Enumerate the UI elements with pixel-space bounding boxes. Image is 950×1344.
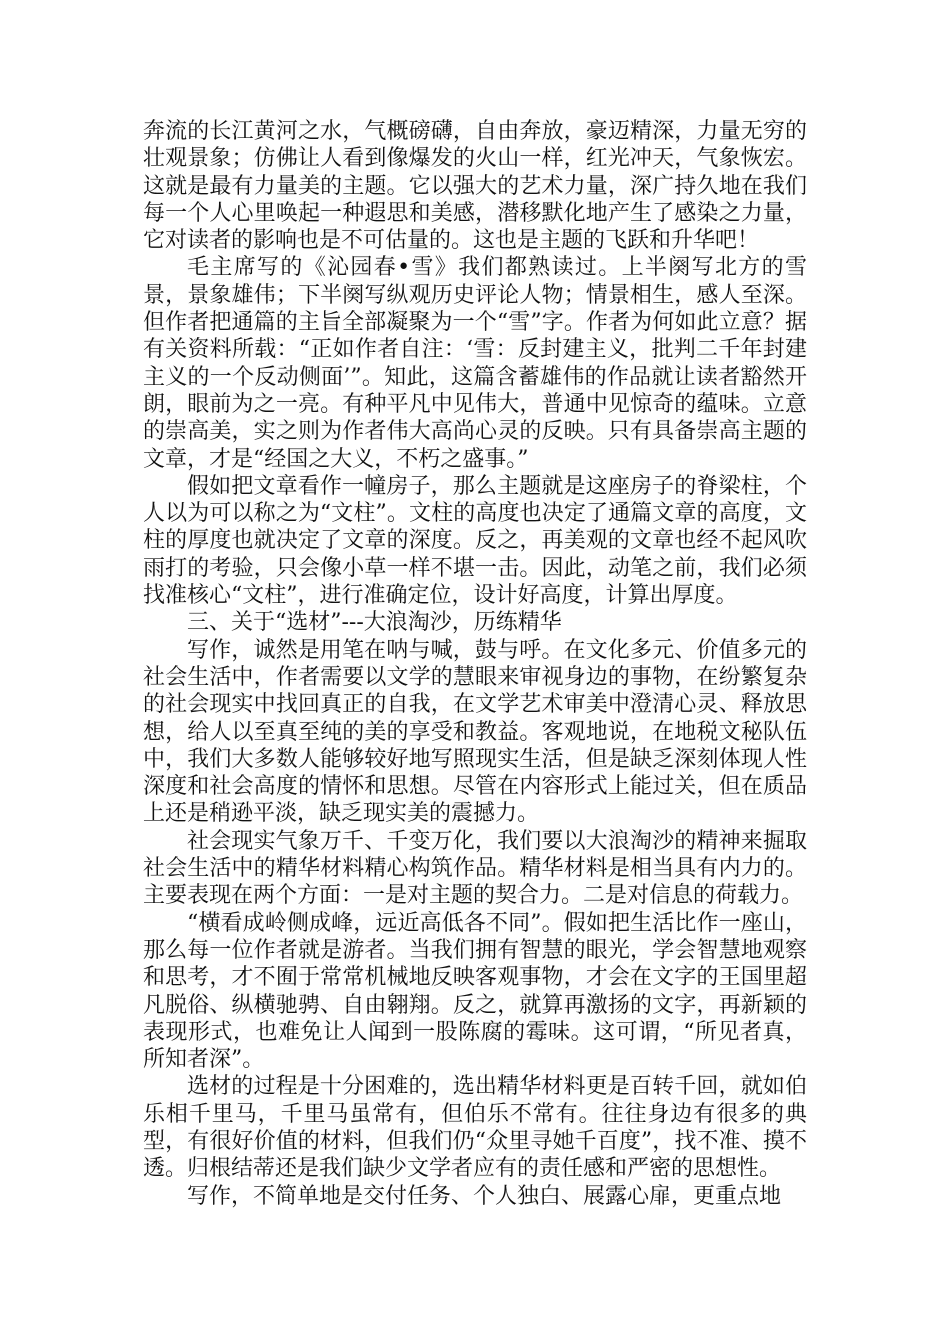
paragraph-wenzhu: 假如把文章看作一幢房子，那么主题就是这座房子的脊梁柱，个人以为可以称之为“文柱”。文柱的高度也决定了通篇文章的高度，文柱的厚度也就决定了文章的深度。反之，再美观的文章也经不起风吹雨打的考验，只会像小草一样不堪一击。因此，动笔之前，我们必须找准核心“文柱”，进行准确定位，设计好高度，计算出厚度。: [143, 473, 807, 609]
paragraph-power-of-theme: 奔流的长江黄河之水，气概磅礴，自由奔放，豪迈精深，力量无穷的壮观景象；仿佛让人看到像爆发的火山一样，红光冲天，气象恢宏。这就是最有力量美的主题。它以强大的艺术力量，深广持久地在我们每一个人心里唤起一种遐思和美感，潜移默化地产生了感染之力量，它对读者的影响也是不可估量的。这也是主题的飞跃和升华吧！: [143, 119, 807, 254]
paragraph-social-reality: 社会现实气象万千、千变万化，我们要以大浪淘沙的精神来掘取社会生活中的精华材料精心构筑作品。精华材料是相当具有内力的。主要表现在两个方面：一是对主题的契合力。二是对信息的荷载力。: [143, 828, 807, 909]
document-page: [143, 118, 807, 1210]
paragraph-writing-call: 写作，诚然是用笔在呐与喊，鼓与呼。在文化多元、价值多元的社会生活中，作者需要以文学的慧眼来审视身边的事物，在纷繁复杂的社会现实中找回真正的自我，在文学艺术审美中澄清心灵、释放思想，给人以至真至纯的美的享受和教益。客观地说，在地税文秘队伍中，我们大多数人能够较好地写照现实生活，但是缺乏深刻体现人性深度和社会高度的情怀和思想。尽管在内容形式上能过关，但在质品上还是稍逊平淡，缺乏现实美的震撼力。: [143, 637, 807, 827]
section-heading-material-selection: 三、关于“选材”---大浪淘沙，历练精华: [187, 610, 562, 636]
paragraph-selection-process: 选材的过程是十分困难的，选出精华材料更是百转千回，就如伯乐相千里马，千里马虽常有，但伯乐不常有。往往身边有很多的典型，有很好价值的材料，但我们仍“众里寻她千百度”，找不准、摸不透。归根结蒂还是我们缺少文学者应有的责任感和严密的思想性。: [143, 1074, 807, 1182]
paragraph-mountain-view: “横看成岭侧成峰，远近高低各不同”。假如把生活比作一座山，那么每一位作者就是游者。当我们拥有智慧的眼光，学会智慧地观察和思考，才不囿于常常机械地反映客观事物，才会在文字的王国里超凡脱俗、纵横驰骋、自由翱翔。反之，就算再激扬的文字，再新颖的表现形式，也难免让人闻到一股陈腐的霉味。这可谓，“所见者真，所知者深”。: [143, 910, 807, 1073]
paragraph-writing-not-simple: 写作，不简单地是交付任务、个人独白、展露心扉，更重点地: [187, 1183, 782, 1209]
paragraph-qinyuanchun-snow: 毛主席写的《沁园春•雪》我们都熟读过。上半阕写北方的雪景，景象雄伟；下半阕写纵观历史评论人物；情景相生，感人至深。但作者把通篇的主旨全部凝聚为一个“雪”字。作者为何如此立意？据有关资料所载：“正如作者自注：‘雪：反封建主义，批判二千年封建主义的一个反动侧面’”。知此，这篇含蓄雄伟的作品就让读者豁然开朗，眼前为之一亮。有种平凡中见伟大，普通中见惊奇的蕴味。立意的崇高美，实之则为作者伟大高尚心灵的反映。只有具备崇高主题的文章，才是“经国之大义，不朽之盛事。”: [143, 255, 807, 472]
